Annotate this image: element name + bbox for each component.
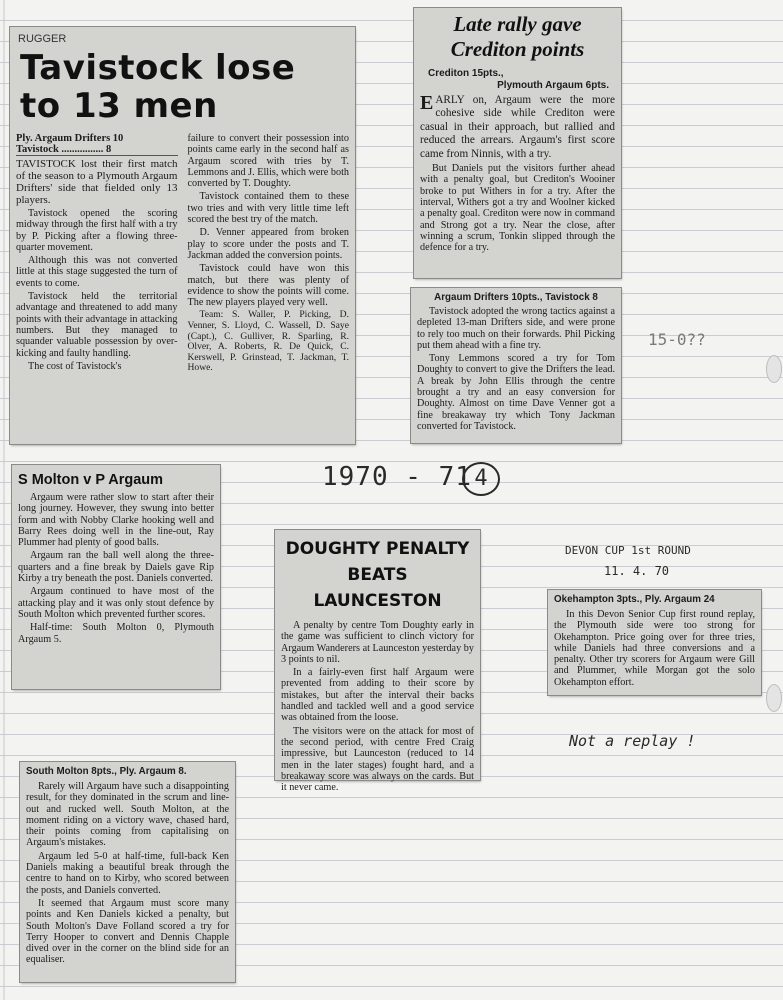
article-paragraph: It seemed that Argaum must score many points and Ken Daniels kicked a penalty, but South Molton's Dave Folland scored a try for Terry Hooper to convert and Dennis Chapple dived over in the corner on the blind side for an equaliser. [26, 897, 229, 966]
article-paragraph: A penalty by centre Tom Doughty early in the game was sufficient to clinch victory for Argaum Wanderers at Launceston yesterday by 3 points to nil. [281, 620, 474, 665]
section-label: RUGGER [18, 33, 67, 45]
article-paragraph: Half-time: South Molton 0, Plymouth Argaum 5. [18, 622, 214, 645]
clipping-doughty-penalty [275, 530, 480, 794]
punch-hole [766, 684, 782, 712]
score-line: Ply. Argaum Drifters 10 [16, 133, 124, 144]
article-paragraph: Argaum led 5-0 at half-time, full-back Ken Daniels making a beautiful break through the centre to hand on to Kirby, who scored between the posts, and Daniels converted. [26, 850, 229, 896]
handwritten-cup-date: 11. 4. 70 [604, 564, 670, 578]
article-paragraph: Tavistock adopted the wrong tactics against a depleted 13-man Drifters side, and were prone to rely too much on their forwards. Phil Picking put them ahead with a fine try. [417, 306, 615, 351]
article-paragraph: Although this was not converted little at this stage suggested the turn of events to come. [16, 255, 178, 289]
punch-hole [766, 355, 782, 383]
article-paragraph: Tavistock opened the scoring midway through the first half with a try by P. Picking after a flowing three-quarter movement. [16, 208, 178, 253]
article-paragraph: The cost of Tavistock's [28, 360, 122, 372]
handwritten-page-number [462, 462, 500, 496]
article-paragraph: In a fairly-even first half Argaum were prevented from adding to their score by mistakes, but after the interval their backs handled and tackled well and a good service was obtained from the loose. [281, 667, 474, 724]
headline-line-2: BEATS LAUNCESTON [313, 565, 442, 611]
article-paragraph: Tavistock contained them to these two tries and with very little time left scored the best try of the match. [187, 191, 349, 226]
clipping-south-molton-draw [20, 762, 235, 982]
headline [20, 49, 349, 125]
article-paragraph: Argaum continued to have most of the attacking play and it was only stout defence by South Molton which prevented further scores. [18, 586, 214, 620]
article-heading: South Molton 8pts., Ply. Argaum 8. [26, 766, 187, 777]
headline-line-2: Crediton points [450, 37, 585, 61]
clipping-argaum-drifters [411, 288, 621, 443]
article-heading: Okehampton 3pts., Ply. Argaum 24 [554, 594, 715, 605]
score-line: Tavistock ................ 8 [16, 144, 178, 156]
paragraph-text: ARLY on, Argaum were the more cohesive side while Crediton were casual in their approach, but rallied and reduced the arrears. Argaum's first score came from Ninnis, with a try. [420, 94, 615, 160]
article-heading: S Molton v P Argaum [18, 472, 164, 488]
handwritten-replay-note: Not a replay ! [569, 732, 696, 750]
drop-cap: E [420, 92, 434, 114]
article-heading: Argaum Drifters 10pts., Tavistock 8 [434, 292, 598, 303]
article-paragraph: Tony Lemmons scored a try for Tom Doughty to convert to give the Drifters the lead. A break by John Ellis through the centre brought a try and an easy conversion for Doughty. Almost on time Dave Venner got a fine breakaway try which Tony Jackman converted for Tavistock. [417, 353, 615, 432]
headline-line-1: DOUGHTY PENALTY [285, 539, 470, 559]
article-paragraph: TAVISTOCK lost their first match of the season to a Plymouth Argaum Drifters' side that fielded only 13 players. [16, 158, 178, 206]
handwritten-season: 1970 - 71 [322, 462, 472, 492]
clipping-okehampton [548, 590, 761, 695]
article-paragraph: Argaum ran the ball well along the three-quarters and a fine break by Daiels gave Rip Kirby a try beneath the post. Daniels converted. [18, 550, 214, 585]
article-paragraph: Tavistock held the territorial advantage and threatened to add many points with their advantage in attacking numbers. But they managed to squander valuable possession by over-kicking and faulty handling. [16, 291, 178, 359]
headline-line-1: Late rally gave [453, 12, 582, 36]
headline-line-2: to 13 men [20, 86, 218, 126]
article-paragraph: failure to convert their possession into points came early in the second half as Argaum scored with tries by T. Lemmons and J. Ellis, which were both converted by T. Doughty. [187, 133, 349, 190]
clipping-s-molton-v-p-argaum [12, 465, 220, 689]
headline [420, 12, 615, 62]
article-paragraph: Rarely will Argaum have such a disappointing result, for they dominated in the scrum and line-out and rucked well. South Molton, at the moment riding on a victory wave, chased hard, their points coming from capitalising on Argaum's mistakes. [26, 781, 229, 849]
handwritten-date-right: 15-0?? [648, 330, 706, 349]
page-number-text: 4 [474, 466, 488, 491]
headline-line-1: Tavistock lose [20, 48, 296, 88]
article-paragraph: In this Devon Senior Cup first round replay, the Plymouth side were too strong for Okehampton. Price going over for three tries, while Daniels had three conversions and a penalty. Other try scorers for Argaum were Gill and Plummer, while Morgan got the solo Okehampton effort. [554, 609, 755, 688]
article-paragraph [420, 94, 615, 161]
article-paragraph: D. Venner appeared from broken play to score under the posts and T. Jackman added the conversion points. [187, 227, 349, 261]
score-line: Crediton 15pts., [428, 68, 504, 79]
article-paragraph: But Daniels put the visitors further ahead with a penalty goal, but Crediton's Wooiner broke to put Withers in for a try. After the interval, Withers got a try and Woolner kicked a penalty goal. Crediton were now in command and Strong got a try. Near the close, after winning a scrum, Tonkin slipped through the defence for a try. [420, 163, 615, 254]
article-paragraph: Tavistock could have won this match, but there was plenty of evidence to show the points will come. The new players played very well. [187, 263, 349, 309]
clipping-crediton [414, 8, 621, 278]
article-paragraph: Argaum were rather slow to start after their long journey. However, they swung into better form and with Nobby Clarke hooking well and Barry Rees doing well in the line-out, Ray Plummer had plenty of good balls. [18, 492, 214, 549]
handwritten-cup-round: DEVON CUP 1st ROUND [565, 544, 691, 557]
team-list: Team: S. Waller, P. Picking, D. Venner, S. Lloyd, C. Wassell, D. Saye (Capt.), C. Gulliver, R. Sparling, R. Olver, A. Roberts, R. De Quick, C. Kerswell, P. Grinstead, T. Jackman, T. Howe. [187, 309, 349, 374]
headline [281, 536, 474, 614]
score-line: Plymouth Argaum 6pts. [497, 80, 609, 91]
clipping-tavistock-lose [10, 27, 355, 444]
article-paragraph: The visitors were on the attack for most of the second period, with centre Fred Craig impressive, but Launceston (reduced to 14 men in the later stages) fought hard, and a breakaway score was always on the cards. But it never came. [281, 725, 474, 794]
